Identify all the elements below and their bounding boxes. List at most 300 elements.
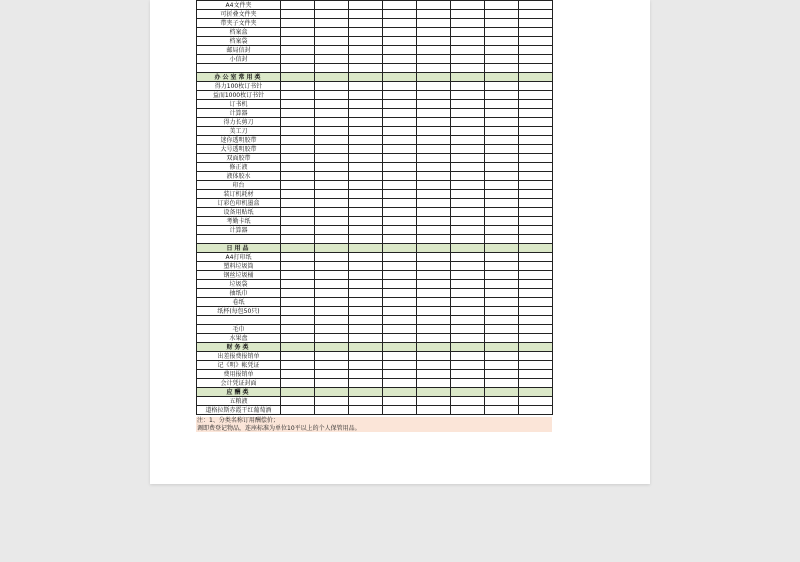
table-row: [197, 406, 553, 415]
item-label: 印台: [197, 181, 281, 190]
data-cell: [349, 361, 383, 370]
item-label: 水果盘: [197, 334, 281, 343]
data-cell: [315, 244, 349, 253]
data-cell: [519, 199, 553, 208]
data-cell: [281, 10, 315, 19]
data-cell: [519, 118, 553, 127]
data-cell: [519, 64, 553, 73]
data-cell: [281, 253, 315, 262]
data-cell: [417, 19, 451, 28]
data-cell: [485, 208, 519, 217]
data-cell: [383, 19, 417, 28]
table-row: [197, 253, 553, 262]
data-cell: [451, 118, 485, 127]
data-cell: [485, 199, 519, 208]
data-cell: [349, 145, 383, 154]
data-cell: [349, 244, 383, 253]
table-row: [197, 379, 553, 388]
data-cell: [281, 316, 315, 325]
item-label: 美工刀: [197, 127, 281, 136]
data-cell: [315, 28, 349, 37]
category-label: 财务类: [197, 343, 281, 352]
data-cell: [417, 190, 451, 199]
data-cell: [417, 118, 451, 127]
data-cell: [349, 73, 383, 82]
data-cell: [519, 217, 553, 226]
data-cell: [349, 253, 383, 262]
data-cell: [383, 82, 417, 91]
table-row: [197, 163, 553, 172]
data-cell: [281, 334, 315, 343]
data-cell: [451, 46, 485, 55]
data-cell: [485, 145, 519, 154]
data-cell: [417, 370, 451, 379]
data-cell: [315, 370, 349, 379]
data-cell: [315, 397, 349, 406]
item-label: 订彩色印机墨盒: [197, 199, 281, 208]
category-row: [197, 73, 553, 82]
table-row: [197, 361, 553, 370]
data-cell: [417, 235, 451, 244]
data-cell: [485, 181, 519, 190]
data-cell: [315, 136, 349, 145]
data-cell: [315, 55, 349, 64]
data-cell: [281, 73, 315, 82]
data-cell: [451, 136, 485, 145]
data-cell: [485, 190, 519, 199]
data-cell: [315, 307, 349, 316]
data-cell: [417, 163, 451, 172]
data-cell: [349, 1, 383, 10]
table-row: [197, 172, 553, 181]
data-cell: [383, 325, 417, 334]
item-label: 双面胶带: [197, 154, 281, 163]
data-cell: [281, 19, 315, 28]
data-cell: [349, 262, 383, 271]
data-cell: [485, 370, 519, 379]
item-label: 订书机: [197, 100, 281, 109]
item-label: 大号透明胶带: [197, 145, 281, 154]
data-cell: [519, 109, 553, 118]
data-cell: [281, 181, 315, 190]
data-cell: [417, 109, 451, 118]
data-cell: [281, 307, 315, 316]
data-cell: [315, 1, 349, 10]
data-cell: [519, 91, 553, 100]
category-label: 应酬类: [197, 388, 281, 397]
data-cell: [417, 280, 451, 289]
item-label: 档案袋: [197, 37, 281, 46]
data-cell: [281, 190, 315, 199]
data-cell: [281, 82, 315, 91]
data-cell: [383, 271, 417, 280]
data-cell: [383, 217, 417, 226]
data-cell: [519, 352, 553, 361]
table-row: [197, 1, 553, 10]
data-cell: [519, 289, 553, 298]
data-cell: [485, 361, 519, 370]
item-label: 五粮液: [197, 397, 281, 406]
data-cell: [451, 235, 485, 244]
data-cell: [485, 298, 519, 307]
data-cell: [417, 91, 451, 100]
data-cell: [417, 253, 451, 262]
data-cell: [485, 289, 519, 298]
table-row: [197, 145, 553, 154]
data-cell: [451, 307, 485, 316]
data-cell: [451, 352, 485, 361]
data-cell: [281, 379, 315, 388]
item-label: 带夹子文件夹: [197, 19, 281, 28]
data-cell: [451, 109, 485, 118]
table-row: [197, 154, 553, 163]
data-cell: [315, 100, 349, 109]
data-cell: [349, 163, 383, 172]
data-cell: [519, 208, 553, 217]
data-cell: [485, 172, 519, 181]
data-cell: [451, 226, 485, 235]
data-cell: [383, 289, 417, 298]
table-row: [197, 334, 553, 343]
table-row: [197, 181, 553, 190]
data-cell: [417, 145, 451, 154]
data-cell: [315, 388, 349, 397]
data-cell: [315, 280, 349, 289]
data-cell: [519, 226, 553, 235]
item-label: 出差报费报销单: [197, 352, 281, 361]
supplies-table: [196, 0, 553, 415]
data-cell: [315, 262, 349, 271]
data-cell: [485, 100, 519, 109]
data-cell: [383, 334, 417, 343]
table-row: [197, 118, 553, 127]
data-cell: [281, 118, 315, 127]
data-cell: [349, 316, 383, 325]
data-cell: [281, 91, 315, 100]
data-cell: [315, 190, 349, 199]
data-cell: [383, 262, 417, 271]
data-cell: [451, 172, 485, 181]
data-cell: [315, 73, 349, 82]
table-row: [197, 307, 553, 316]
data-cell: [349, 190, 383, 199]
data-cell: [281, 343, 315, 352]
data-cell: [281, 64, 315, 73]
item-label: 抽纸巾: [197, 289, 281, 298]
data-cell: [315, 379, 349, 388]
blank-row: [197, 64, 553, 73]
data-cell: [485, 352, 519, 361]
data-cell: [451, 298, 485, 307]
data-cell: [451, 91, 485, 100]
data-cell: [485, 280, 519, 289]
table-row: [197, 226, 553, 235]
item-label: 会计凭证封面: [197, 379, 281, 388]
data-cell: [281, 244, 315, 253]
item-label: [197, 64, 281, 73]
data-cell: [383, 397, 417, 406]
item-label: 毛巾: [197, 325, 281, 334]
data-cell: [417, 172, 451, 181]
data-cell: [417, 316, 451, 325]
data-cell: [349, 298, 383, 307]
data-cell: [519, 127, 553, 136]
data-cell: [349, 127, 383, 136]
data-cell: [315, 154, 349, 163]
data-cell: [519, 307, 553, 316]
data-cell: [451, 163, 485, 172]
data-cell: [417, 388, 451, 397]
data-cell: [485, 73, 519, 82]
data-cell: [383, 73, 417, 82]
data-cell: [485, 325, 519, 334]
data-cell: [417, 100, 451, 109]
data-cell: [519, 154, 553, 163]
item-label: [197, 316, 281, 325]
data-cell: [315, 235, 349, 244]
item-label: 档案盒: [197, 28, 281, 37]
data-cell: [281, 289, 315, 298]
data-cell: [383, 46, 417, 55]
data-cell: [451, 55, 485, 64]
data-cell: [281, 226, 315, 235]
data-cell: [417, 406, 451, 415]
data-cell: [349, 217, 383, 226]
item-label: 可折叠文件夹: [197, 10, 281, 19]
category-row: [197, 343, 553, 352]
data-cell: [519, 100, 553, 109]
data-cell: [417, 55, 451, 64]
data-cell: [315, 316, 349, 325]
data-cell: [349, 46, 383, 55]
data-cell: [485, 91, 519, 100]
data-cell: [519, 397, 553, 406]
data-cell: [451, 100, 485, 109]
data-cell: [417, 73, 451, 82]
data-cell: [485, 307, 519, 316]
item-label: 费用报销单: [197, 370, 281, 379]
data-cell: [519, 37, 553, 46]
data-cell: [281, 388, 315, 397]
data-cell: [383, 172, 417, 181]
data-cell: [315, 361, 349, 370]
data-cell: [315, 253, 349, 262]
data-cell: [519, 343, 553, 352]
data-cell: [281, 28, 315, 37]
data-cell: [451, 262, 485, 271]
data-cell: [519, 136, 553, 145]
data-cell: [417, 1, 451, 10]
data-cell: [281, 352, 315, 361]
data-cell: [519, 388, 553, 397]
data-cell: [519, 280, 553, 289]
table-row: [197, 55, 553, 64]
data-cell: [451, 64, 485, 73]
data-cell: [519, 172, 553, 181]
item-label: 卷纸: [197, 298, 281, 307]
data-cell: [519, 10, 553, 19]
data-cell: [349, 118, 383, 127]
data-cell: [485, 109, 519, 118]
data-cell: [383, 388, 417, 397]
item-label: 小信封: [197, 55, 281, 64]
data-cell: [417, 379, 451, 388]
data-cell: [315, 199, 349, 208]
data-cell: [519, 316, 553, 325]
data-cell: [349, 172, 383, 181]
data-cell: [451, 28, 485, 37]
table-row: [197, 208, 553, 217]
data-cell: [417, 64, 451, 73]
item-label: 记《明》帐凭证: [197, 361, 281, 370]
data-cell: [383, 235, 417, 244]
data-cell: [519, 298, 553, 307]
data-cell: [485, 343, 519, 352]
table-row: [197, 136, 553, 145]
data-cell: [485, 163, 519, 172]
data-cell: [485, 28, 519, 37]
data-cell: [519, 379, 553, 388]
data-cell: [451, 388, 485, 397]
data-cell: [281, 235, 315, 244]
data-cell: [451, 361, 485, 370]
data-cell: [417, 46, 451, 55]
data-cell: [417, 82, 451, 91]
data-cell: [519, 235, 553, 244]
data-cell: [451, 325, 485, 334]
data-cell: [519, 271, 553, 280]
data-cell: [383, 370, 417, 379]
data-cell: [451, 334, 485, 343]
data-cell: [451, 271, 485, 280]
data-cell: [519, 82, 553, 91]
data-cell: [451, 316, 485, 325]
item-label: 液体胶水: [197, 172, 281, 181]
data-cell: [383, 109, 417, 118]
data-cell: [451, 244, 485, 253]
data-cell: [451, 199, 485, 208]
data-cell: [349, 235, 383, 244]
data-cell: [349, 64, 383, 73]
item-label: 塑料垃圾筒: [197, 262, 281, 271]
table-row: [197, 397, 553, 406]
data-cell: [485, 235, 519, 244]
data-cell: [349, 82, 383, 91]
data-cell: [485, 226, 519, 235]
blank-row: [197, 316, 553, 325]
data-cell: [417, 208, 451, 217]
data-cell: [315, 208, 349, 217]
data-cell: [417, 262, 451, 271]
data-cell: [383, 181, 417, 190]
data-cell: [417, 199, 451, 208]
data-cell: [383, 163, 417, 172]
data-cell: [417, 244, 451, 253]
data-cell: [315, 163, 349, 172]
data-cell: [485, 154, 519, 163]
data-cell: [451, 397, 485, 406]
note-line-2: 调即费登记物品，连座标准为单位10平以上的个人保管用品。: [197, 424, 361, 432]
data-cell: [315, 127, 349, 136]
data-cell: [349, 289, 383, 298]
note-line-1: 注：1、分类名称订用酬偿价；: [197, 417, 279, 424]
data-cell: [281, 37, 315, 46]
data-cell: [349, 370, 383, 379]
data-cell: [519, 19, 553, 28]
data-cell: [383, 316, 417, 325]
data-cell: [383, 154, 417, 163]
data-cell: [451, 145, 485, 154]
item-label: 邮局信封: [197, 46, 281, 55]
data-cell: [451, 370, 485, 379]
data-cell: [349, 343, 383, 352]
data-cell: [349, 154, 383, 163]
data-cell: [383, 64, 417, 73]
data-cell: [281, 136, 315, 145]
data-cell: [451, 82, 485, 91]
data-cell: [315, 118, 349, 127]
data-cell: [349, 379, 383, 388]
data-cell: [519, 28, 553, 37]
data-cell: [519, 325, 553, 334]
data-cell: [281, 397, 315, 406]
data-cell: [383, 244, 417, 253]
table-row: [197, 109, 553, 118]
data-cell: [519, 370, 553, 379]
data-cell: [519, 406, 553, 415]
data-cell: [281, 163, 315, 172]
data-cell: [451, 127, 485, 136]
data-cell: [281, 109, 315, 118]
data-cell: [383, 1, 417, 10]
table-row: [197, 325, 553, 334]
table-row: [197, 127, 553, 136]
data-cell: [519, 334, 553, 343]
table-row: [197, 100, 553, 109]
data-cell: [349, 307, 383, 316]
data-cell: [485, 217, 519, 226]
data-cell: [349, 10, 383, 19]
data-cell: [485, 136, 519, 145]
data-cell: [315, 406, 349, 415]
table-row: [197, 46, 553, 55]
data-cell: [451, 289, 485, 298]
table-row: [197, 217, 553, 226]
data-cell: [485, 64, 519, 73]
data-cell: [485, 244, 519, 253]
data-cell: [281, 406, 315, 415]
data-cell: [281, 208, 315, 217]
data-cell: [383, 226, 417, 235]
table-row: [197, 262, 553, 271]
data-cell: [485, 19, 519, 28]
item-label: 计算器: [197, 109, 281, 118]
data-cell: [451, 217, 485, 226]
data-cell: [315, 172, 349, 181]
data-cell: [417, 181, 451, 190]
item-label: 纸杯(每包50只): [197, 307, 281, 316]
data-cell: [383, 100, 417, 109]
data-cell: [417, 271, 451, 280]
data-cell: [383, 199, 417, 208]
data-cell: [451, 253, 485, 262]
table-row: [197, 19, 553, 28]
data-cell: [417, 136, 451, 145]
data-cell: [281, 46, 315, 55]
data-cell: [383, 28, 417, 37]
table-row: [197, 370, 553, 379]
data-cell: [417, 361, 451, 370]
